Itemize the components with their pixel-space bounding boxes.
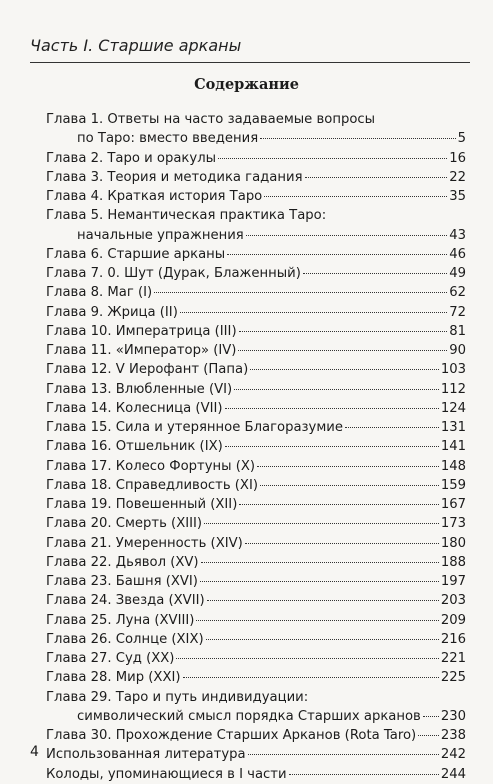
- toc-entry: [46, 668, 466, 687]
- toc-entry: [46, 553, 466, 572]
- toc-entry-title: по Таро: вместо введения: [77, 131, 259, 147]
- toc-leader-dots: [246, 235, 447, 236]
- toc-entry: [46, 187, 466, 206]
- toc-leader-dots: [289, 774, 439, 775]
- toc-entry-title: символический смысл порядка Старших арканов: [77, 708, 421, 724]
- toc-entry: [46, 437, 466, 456]
- toc-entry-page: 43: [449, 227, 466, 243]
- toc-entry-title: Глава 23. Башня (XVI): [46, 574, 198, 589]
- toc-entry: [46, 322, 466, 341]
- toc-leader-dots: [418, 735, 439, 736]
- toc-leader-dots: [345, 427, 439, 428]
- toc-leader-dots: [196, 620, 438, 621]
- toc-leader-dots: [225, 446, 439, 447]
- toc-entry: [46, 726, 466, 745]
- toc-entry-page: 238: [440, 728, 466, 743]
- toc-leader-dots: [227, 254, 447, 255]
- toc-entry: [46, 745, 466, 764]
- toc-entry-page: 124: [440, 400, 466, 416]
- toc-entry-page: 159: [440, 477, 466, 493]
- toc-entry-title: Глава 18. Справедливость (XI): [46, 477, 258, 493]
- toc-leader-dots: [180, 312, 447, 313]
- toc-leader-dots: [260, 138, 455, 139]
- toc-entry: [46, 341, 466, 360]
- toc-entry: [46, 110, 466, 129]
- toc-entry-title: Глава 10. Императрица (III): [46, 323, 237, 339]
- toc-entry-title: Глава 6. Старшие арканы: [46, 246, 226, 262]
- toc-entry-page: 46: [449, 246, 466, 262]
- toc-leader-dots: [245, 543, 439, 544]
- toc-entry-page: 188: [440, 554, 466, 570]
- toc-entry-page: 167: [440, 497, 466, 512]
- toc-entry: [46, 303, 466, 322]
- toc-entry-page: 81: [449, 323, 466, 339]
- toc-entry-title: Глава 4. Краткая история Таро: [46, 189, 263, 204]
- toc-entry: [46, 399, 466, 418]
- toc-entry-page: 112: [440, 381, 466, 397]
- toc-leader-dots: [260, 485, 439, 486]
- toc-entry-page: 16: [449, 150, 466, 166]
- toc-entry-title: Глава 19. Повешенный (XII): [46, 497, 238, 512]
- toc-entry-title: Глава 24. Звезда (XVII): [46, 593, 205, 609]
- toc-entry-page: 244: [440, 766, 466, 782]
- toc-entry-page: 141: [440, 439, 466, 455]
- toc-leader-dots: [218, 158, 447, 159]
- toc-entry-title: Глава 22. Дьявол (XV): [46, 554, 199, 570]
- toc-entry-title: Глава 25. Луна (XVIII): [46, 612, 195, 628]
- toc-entry-title: Глава 29. Таро и путь индивидуации:: [46, 689, 309, 705]
- toc-leader-dots: [250, 369, 439, 370]
- toc-entry: [46, 630, 466, 649]
- toc-entry-title: Глава 12. V Иерофант (Папа): [46, 362, 249, 378]
- toc-entry-title: начальные упражнения: [77, 227, 244, 243]
- page-title: Содержание: [194, 76, 299, 93]
- toc-entry: [46, 495, 466, 514]
- toc-leader-dots: [200, 581, 439, 582]
- toc-entry-title: Глава 9. Жрица (II): [46, 304, 178, 320]
- toc-entry: [46, 611, 466, 630]
- page-number: 4: [30, 744, 39, 760]
- toc-entry-title: Глава 13. Влюбленные (VI): [46, 381, 233, 397]
- toc-leader-dots: [201, 562, 439, 563]
- toc-entry-page: 35: [449, 189, 466, 204]
- toc-leader-dots: [154, 292, 447, 293]
- toc-entry-page: 203: [440, 593, 466, 609]
- toc-entry: [46, 245, 466, 264]
- toc-entry-title: Глава 28. Мир (XXI): [46, 670, 181, 686]
- toc-entry-title: Глава 1. Ответы на часто задаваемые вопросы: [46, 112, 376, 127]
- toc-leader-dots: [234, 389, 439, 390]
- toc-leader-dots: [264, 196, 447, 197]
- toc-entry: [46, 226, 466, 245]
- toc-entry-title: Использованная литература: [46, 747, 246, 763]
- header-rule: [30, 62, 470, 63]
- toc-leader-dots: [305, 177, 448, 178]
- toc-entry-title: Глава 2. Таро и оракулы: [46, 150, 217, 166]
- toc-entry-page: 225: [440, 670, 466, 686]
- toc-leader-dots: [239, 504, 438, 505]
- toc-entry: [46, 129, 466, 148]
- toc-entry: [46, 534, 466, 553]
- toc-entry-title: Глава 20. Смерть (XIII): [46, 516, 203, 532]
- toc-entry-title: Глава 21. Умеренность (XIV): [46, 535, 243, 551]
- toc-entry-page: 103: [440, 362, 466, 378]
- toc-entry-title: Глава 5. Немантическая практика Таро:: [46, 208, 327, 224]
- toc-leader-dots: [239, 331, 448, 332]
- toc-entry: [46, 206, 466, 225]
- toc-entry-page: 209: [440, 612, 466, 628]
- running-header: Часть I. Старшие арканы: [30, 36, 242, 55]
- table-of-contents: [46, 110, 466, 784]
- toc-entry: [46, 360, 466, 379]
- toc-leader-dots: [225, 408, 439, 409]
- toc-entry: [46, 418, 466, 437]
- toc-entry-page: 49: [449, 266, 466, 281]
- toc-entry-title: Глава 14. Колесница (VII): [46, 400, 223, 416]
- toc-leader-dots: [423, 716, 439, 717]
- toc-entry-title: Глава 16. Отшельник (IX): [46, 439, 223, 455]
- toc-entry: [46, 649, 466, 668]
- toc-leader-dots: [303, 273, 447, 274]
- toc-entry-page: 148: [440, 458, 466, 474]
- toc-entry: [46, 457, 466, 476]
- toc-leader-dots: [176, 658, 438, 659]
- toc-entry-title: Глава 7. 0. Шут (Дурак, Блаженный): [46, 266, 301, 281]
- toc-entry: [46, 514, 466, 533]
- toc-entry-title: Глава 27. Суд (XX): [46, 651, 175, 666]
- toc-entry-page: 230: [440, 708, 466, 724]
- toc-entry-page: 72: [449, 304, 466, 320]
- toc-leader-dots: [204, 523, 439, 524]
- toc-entry: [46, 264, 466, 283]
- toc-entry: [46, 591, 466, 610]
- toc-leader-dots: [238, 350, 447, 351]
- toc-entry-page: 22: [449, 169, 466, 185]
- toc-entry-page: 197: [440, 574, 466, 589]
- toc-entry-page: 5: [457, 131, 466, 147]
- toc-entry: [46, 476, 466, 495]
- toc-entry: [46, 572, 466, 591]
- toc-entry-page: 180: [440, 535, 466, 551]
- toc-entry-title: Глава 3. Теория и методика гадания: [46, 169, 303, 185]
- toc-entry: [46, 380, 466, 399]
- toc-entry: [46, 283, 466, 302]
- toc-leader-dots: [257, 466, 439, 467]
- toc-entry: [46, 149, 466, 168]
- toc-entry-page: 131: [440, 420, 466, 435]
- toc-entry: [46, 707, 466, 726]
- toc-entry-page: 216: [440, 631, 466, 647]
- toc-leader-dots: [248, 754, 439, 755]
- toc-entry-page: 62: [449, 285, 466, 301]
- toc-leader-dots: [183, 677, 439, 678]
- toc-entry-page: 242: [440, 747, 466, 763]
- toc-entry-title: Глава 8. Маг (I): [46, 285, 153, 301]
- toc-entry-title: Колоды, упоминающиеся в I части: [46, 766, 287, 782]
- toc-entry: [46, 168, 466, 187]
- toc-entry-title: Глава 30. Прохождение Старших Арканов (Rota Taro): [46, 728, 417, 743]
- toc-entry-page: 221: [440, 651, 466, 666]
- toc-leader-dots: [206, 639, 439, 640]
- toc-entry-page: 90: [449, 343, 466, 358]
- toc-entry-title: Глава 15. Сила и утерянное Благоразумие: [46, 420, 343, 435]
- toc-entry-title: Глава 11. «Император» (IV): [46, 343, 237, 358]
- toc-entry-page: 173: [440, 516, 466, 532]
- toc-leader-dots: [207, 600, 439, 601]
- toc-entry: [46, 688, 466, 707]
- toc-entry-title: Глава 17. Колесо Фортуны (X): [46, 458, 256, 474]
- toc-entry-title: Глава 26. Солнце (XIX): [46, 631, 204, 647]
